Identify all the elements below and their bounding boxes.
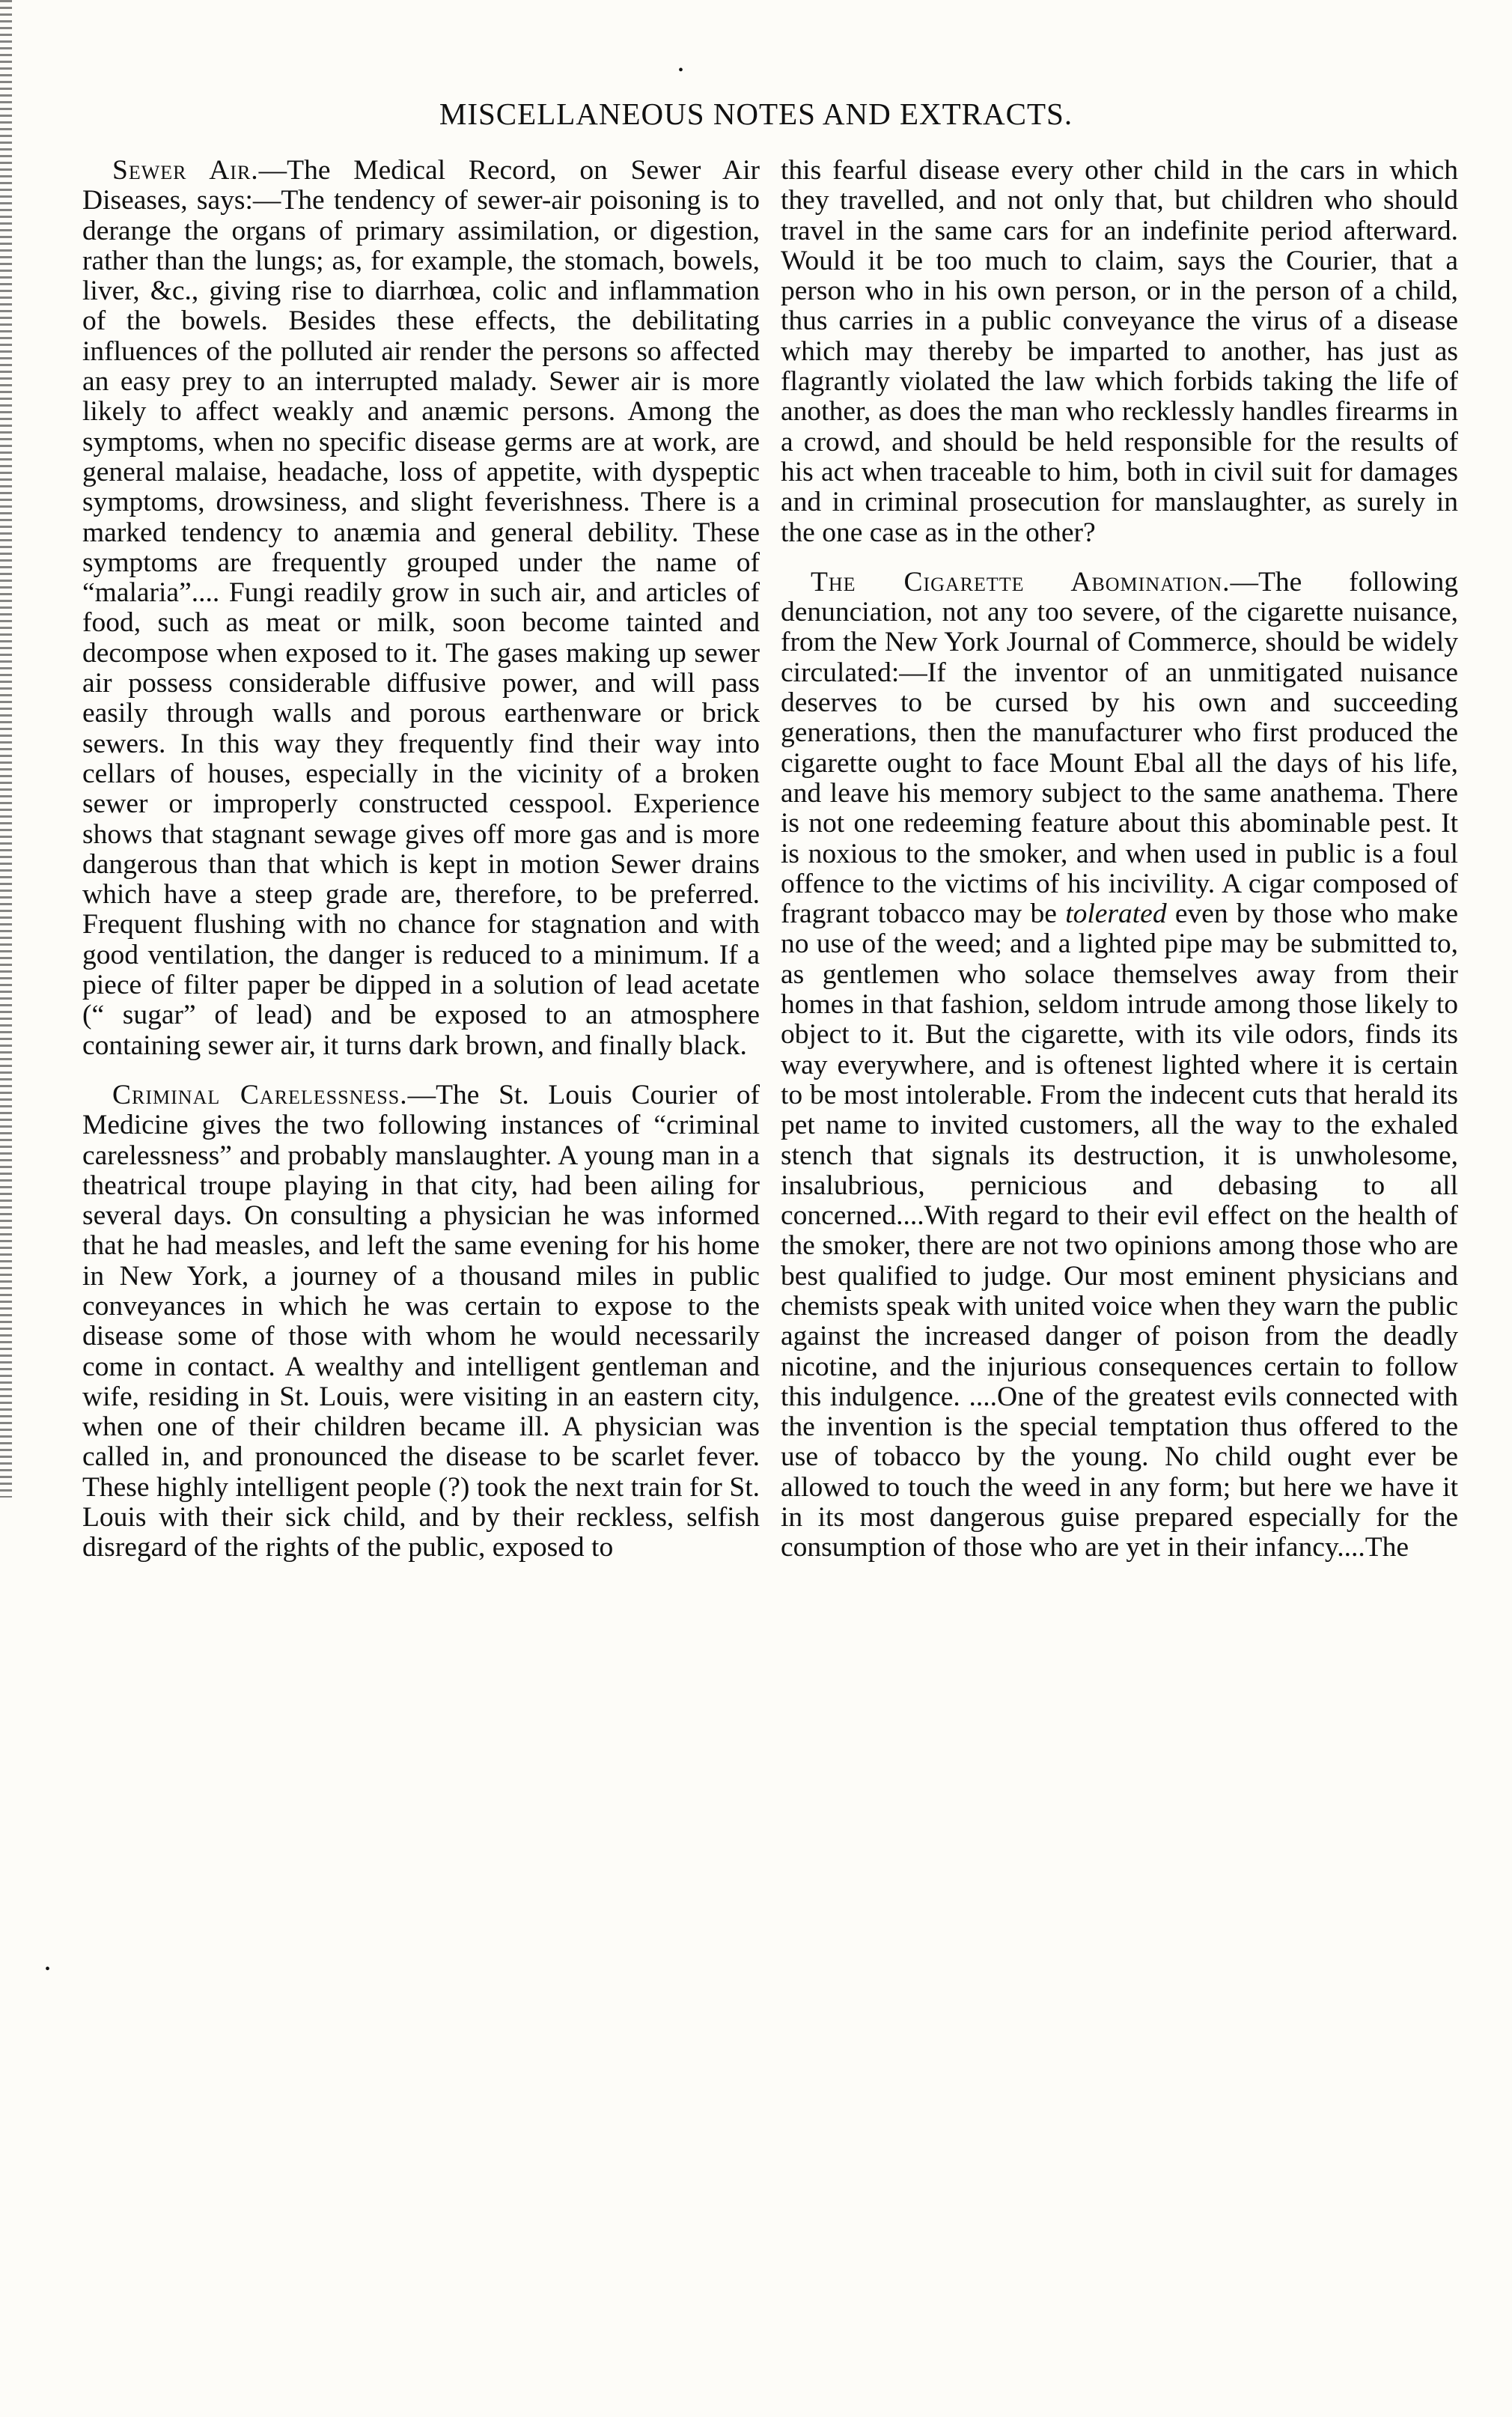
article-body: this fearful disease every other child in the cars in which they travelled, and not only that, but children who should travel in the same cars for an indefinite period afterward. Would it be too much to claim, says the Courier, that a person who in his own person, or in the person of a child, thus carries in a public conveyance the virus of a disease which may thereby be imparted to another, has just as flagrantly violated the law which forbids taking the life of another, as does the man who recklessly handles firearms in a crowd, and should be held responsible for the results of his act when traceable to him, both in civil suit for damages and in criminal prosecution for manslaughter, as surely in the one case as in the other?	[781, 155, 1458, 548]
article-criminal-carelessness-continued	[781, 156, 1458, 548]
article-sewer-air	[82, 156, 760, 1061]
article-heading: The Cigarette Abomination.	[811, 566, 1231, 598]
ink-speck: •	[678, 62, 684, 79]
article-heading: Criminal Carelessness.	[112, 1079, 408, 1110]
article-body: —The St. Louis Courier of Medicine gives the two following instances of “criminal carelessness” and probably manslaughter. A young man in a theatrical troupe playing in that city, had been ailing for several days. On consulting a physician he was informed that he had measles, and left the same evening for his home in New York, a journey of a thousand miles in public conveyances in which he was certain to expose to the disease some of those with whom he would necessarily come in contact. A wealthy and intelligent gentleman and wife, residing in St. Louis, were visiting in an eastern city, when one of their children became ill. A physician was called in, and pronounced the disease to be scarlet fever. These highly intelligent people (?) took the next train for St. Louis with their sick child, and by their reckless, selfish disregard of the rights of the public, exposed to	[82, 1079, 760, 1563]
column-left	[82, 156, 760, 1563]
page-edge-shadow	[0, 0, 12, 1498]
article-cigarette-abomination	[781, 568, 1458, 1563]
article-body: —The Medical Record, on Sewer Air Diseases, says:—The tendency of sewer-air poisoning is to derange the organs of primary assimilation, or digestion, rather than the lungs; as, for example, the stomach, bowels, liver, &c., giving rise to diarrhœa, colic and inflammation of the bowels. Besides these effects, the debilitating influences of the polluted air render the persons so affected an easy prey to an interrupted malady. Sewer air is more likely to affect weakly and anæmic persons. Among the symptoms, when no specific disease germs are at work, are general malaise, headache, loss of appetite, with dyspeptic symptoms, drowsiness, and slight feverishness. There is a marked tendency to anæmia and general debility. These symptoms are frequently grouped under the name of “malaria”.... Fungi readily grow in such air, and articles of food, such as meat or milk, soon become tainted and decompose when exposed to it. The gases making up sewer air possess considerable diffusive power, and will pass easily through walls and porous earthenware or brick sewers. In this way they frequently find their way into cellars of houses, especially in the vicinity of a broken sewer or improperly constructed cesspool. Experience shows that stagnant sewage gives off more gas and is more dangerous than that which is kept in motion Sewer drains which have a steep grade are, therefore, to be preferred. Frequent flushing with no chance for stagnation and with good ventilation, the danger is reduced to a minimum. If a piece of filter paper be dipped in a solution of lead acetate (“ sugar” of lead) and be exposed to an atmosphere containing sewer air, it turns dark brown, and finally black.	[82, 155, 760, 1061]
article-body: —The following denunciation, not any too severe, of the cigarette nuisance, from the New York Journal of Commerce, should be widely circulated:—If the inventor of an unmitigated nuisance deserves to be cursed by his own and succeeding generations, then the manufacturer who first produced the cigarette ought to face Mount Ebal all the days of his life, and leave his memory subject to the same anathema. There is not one redeeming feature about this abominable pest. It is noxious to the smoker, and when used in public is a foul offence to the victims of his incivility. A cigar composed of fragrant tobacco may be	[781, 566, 1458, 930]
article-criminal-carelessness	[82, 1080, 760, 1563]
running-head: MISCELLANEOUS NOTES AND EXTRACTS.	[439, 97, 1073, 131]
ink-speck: •	[45, 1961, 51, 1977]
article-heading: Sewer Air.	[112, 155, 259, 186]
emphasis-text: tolerated	[1065, 899, 1167, 930]
column-right	[781, 156, 1458, 1563]
article-body: even by those who make no use of the weed; and a lighted pipe may be submitted to, as gentlemen who solace themselves away from their homes in that fashion, seldom intrude among those likely to object to it. But the cigarette, with its vile odors, finds its way everywhere, and is oftenest lighted where it is certain to be most intolerable. From the indecent cuts that herald its pet name to invited customers, all the way to the exhaled stench that signals its destruction, it is unwholesome, insalubrious, pernicious and debasing to all concerned....With regard to their evil effect on the health of the smoker, there are not two opinions among those who are best qualified to judge. Our most eminent physicians and chemists speak with united voice when they warn the public against the increased danger of poison from the deadly nicotine, and the injurious consequences certain to follow this indulgence. ....One of the greatest evils connected with the invention is the special temptation thus offered to the use of tobacco by the young. No child ought ever be allowed to touch the weed in any form; but here we have it in its most dangerous guise prepared especially for the consumption of those who are yet in their infancy....The	[781, 899, 1459, 1563]
